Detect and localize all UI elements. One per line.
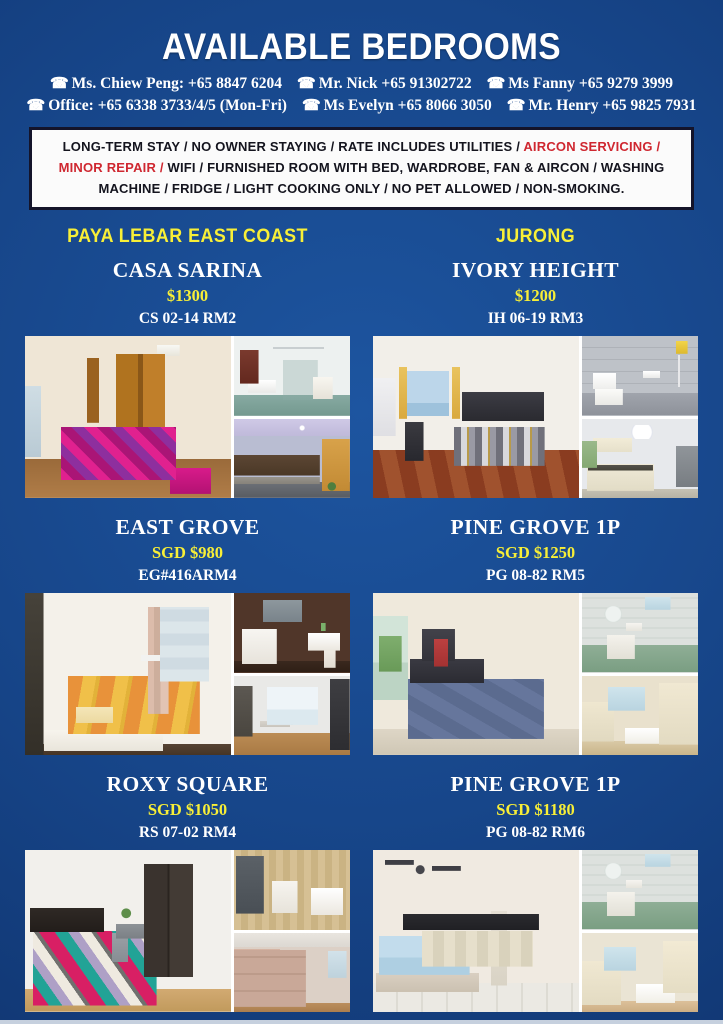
photo-collage	[373, 336, 698, 498]
listing-name: CASA SARINA	[112, 258, 263, 283]
bathroom-photo	[234, 336, 350, 416]
bedroom-photo	[373, 593, 579, 755]
listing-columns	[0, 222, 723, 1024]
listing-code: PG 08-82 RM6	[485, 824, 585, 842]
listing-price: $1300	[166, 286, 209, 306]
phone-icon: ☎	[297, 76, 316, 92]
bathroom-photo	[582, 593, 698, 673]
listing-card-casa-sarina	[25, 257, 350, 498]
kitchen-photo	[582, 676, 698, 756]
bedroom-photo	[373, 850, 579, 1012]
contact-text: Ms Evelyn +65 8066 3050	[323, 97, 492, 114]
listing-price: SGD $1180	[496, 800, 575, 820]
phone-icon: ☎	[486, 76, 506, 92]
photo-side-stack	[582, 593, 698, 755]
phone-icon: ☎	[301, 98, 321, 114]
contact-line-1	[0, 73, 723, 95]
bedroom-photo	[25, 593, 231, 755]
contact-entry	[297, 73, 472, 95]
contact-text: Mr. Henry +65 9825 7931	[528, 97, 697, 114]
flyer-title: AVAILABLE BEDROOMS	[161, 26, 562, 67]
listing-code: RS 07-02 RM4	[138, 824, 237, 842]
bedroom-photo	[25, 850, 231, 1012]
kitchen-photo	[234, 419, 350, 499]
photo-collage	[25, 850, 350, 1012]
photo-collage	[373, 850, 698, 1012]
kitchen-photo	[582, 933, 698, 1013]
contact-text: Ms. Chiew Peng: +65 8847 6204	[71, 75, 282, 92]
contact-entry	[50, 73, 282, 95]
photo-collage	[373, 593, 698, 755]
terms-highlight: AIRCON SERVICING / MINOR REPAIR /	[58, 139, 661, 176]
listing-card-east-grove	[25, 514, 350, 755]
bathroom-photo	[234, 850, 350, 930]
listing-price: SGD $1250	[495, 543, 576, 563]
terms-text	[44, 136, 679, 199]
column-paya-lebar-east-coast	[25, 222, 350, 1024]
photo-side-stack	[234, 850, 350, 1012]
listing-name: IVORY HEIGHT	[451, 258, 620, 283]
listing-card-pine-grove-rm5	[373, 514, 698, 755]
contact-text: Ms Fanny +65 9279 3999	[508, 75, 673, 92]
bathroom-photo	[234, 593, 350, 673]
listing-name: ROXY SQUARE	[106, 772, 269, 797]
phone-icon: ☎	[49, 76, 69, 92]
listing-name: PINE GROVE 1P	[450, 515, 621, 540]
listing-card-pine-grove-rm6	[373, 771, 698, 1012]
column-jurong	[373, 222, 698, 1024]
photo-side-stack	[582, 850, 698, 1012]
bedroom-photo	[25, 336, 231, 498]
column-heading-jurong: JURONG	[495, 226, 576, 248]
photo-side-stack	[582, 336, 698, 498]
listing-name: PINE GROVE 1P	[450, 772, 621, 797]
cabinet-photo	[234, 933, 350, 1013]
column-heading-paya-lebar-east-coast: PAYA LEBAR EAST COAST	[67, 226, 308, 248]
listing-price: $1200	[514, 286, 557, 306]
listing-card-roxy-square	[25, 771, 350, 1012]
photo-collage	[25, 336, 350, 498]
listing-code: PG 08-82 RM5	[485, 567, 585, 585]
listing-code: CS 02-14 RM2	[138, 310, 237, 328]
terms-box	[29, 127, 694, 210]
contact-text: Office: +65 6338 3733/4/5 (Mon-Fri)	[48, 97, 287, 114]
terms-part-2: WIFI / FURNISHED ROOM WITH BED, WARDROBE, FAN & AIRCON / WASHING MACHINE / FRIDGE / LIGHT COOKING ONLY / NO PET ALLOWED / NON-SMOKING.	[98, 160, 665, 197]
phone-icon: ☎	[506, 98, 526, 114]
listing-name: EAST GROVE	[115, 515, 260, 540]
bathroom-photo	[582, 850, 698, 930]
kitchen-photo	[582, 419, 698, 499]
bottom-edge-strip	[0, 1020, 723, 1024]
photo-side-stack	[234, 336, 350, 498]
photo-side-stack	[234, 593, 350, 755]
bedroom-photo	[373, 336, 579, 498]
photo-collage	[25, 593, 350, 755]
contact-entry	[487, 73, 673, 95]
phone-icon: ☎	[26, 98, 46, 114]
contact-entry	[27, 95, 287, 117]
contact-text: Mr. Nick +65 91302722	[318, 75, 472, 92]
contact-entry	[302, 95, 492, 117]
contact-entry	[507, 95, 697, 117]
living-room-photo	[234, 676, 350, 756]
listing-price: SGD $980	[151, 543, 224, 563]
contact-line-2	[0, 95, 723, 117]
listing-card-ivory-height	[373, 257, 698, 498]
listing-code: IH 06-19 RM3	[487, 310, 584, 328]
listing-price: SGD $1050	[147, 800, 228, 820]
terms-part-1: LONG-TERM STAY / NO OWNER STAYING / RATE INCLUDES UTILITIES /	[62, 139, 524, 154]
bathroom-photo	[582, 336, 698, 416]
listing-code: EG#416ARM4	[138, 567, 237, 585]
